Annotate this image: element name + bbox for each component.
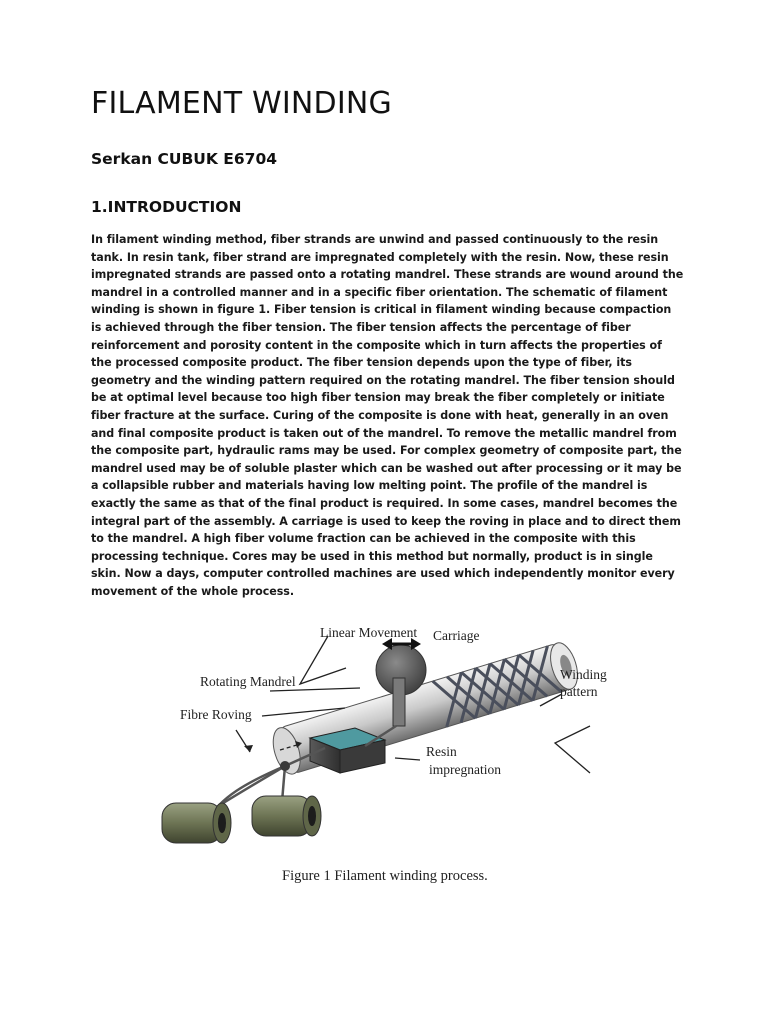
label-impregnation: impregnation [429,762,501,777]
spool-left [162,803,231,843]
author-line: Serkan CUBUK E6704 [91,150,278,168]
label-rotating-mandrel: Rotating Mandrel [200,674,296,689]
figure-caption: Figure 1 Filament winding process. [282,868,488,884]
filament-winding-illustration [150,598,630,898]
filament-winding-figure [150,598,630,898]
introduction-paragraph: In filament winding method, fiber strands are unwind and passed continuously to the resin tank. In resin tank, fiber strand are impregnated completely with the resin. Now, these resin impregnated strands are passed onto a rotating mandrel. These strands are wound around the mandrel in a controlled manner and in a specific fiber orientation. The schematic of filament winding is shown in figure 1. Fiber tension is critical in filament winding because compaction is achieved through the fiber tension. The fiber tension affects the percentage of fiber reinforcement and porosity content in the composite which in turn affects the properties of the processed composite product. The fiber tension depends upon the type of fiber, its geometry and the winding pattern required on the rotating mandrel. The fiber tension should be at optimal level because too high fiber tension may break the fiber completely or initiate fiber fracture at the surface. Curing of the composite is done with heat, generally in an oven and final composite product is taken out of the mandrel. To remove the metallic mandrel from the composite part, hydraulic rams may be used. For complex geometry of composite part, the mandrel used may be of soluble plaster which can be washed out after processing or it may be a collapsible rubber and materials having low melting point. The profile of the mandrel is exactly the same as that of the final product is required. In some cases, mandrel becomes the integral part of the assembly. A carriage is used to keep the roving in place and to direct them to the mandrel. A high fiber volume fraction can be achieved in the composite with this processing technique. Cores may be used in this method but normally, product is in single skin. Now a days, computer controlled machines are used which independently monitor every movement of the whole process. [91,233,684,598]
label-resin: Resin [426,744,457,759]
document-title: FILAMENT WINDING [91,86,392,121]
guide-eye [280,761,290,771]
label-linear-movement: Linear Movement [320,625,418,640]
label-fibre-roving: Fibre Roving [180,707,252,722]
section-heading-introduction: 1.INTRODUCTION [91,198,242,216]
label-winding: Winding [560,667,607,682]
label-carriage: Carriage [433,628,480,643]
spool-right [252,796,321,836]
label-pattern: pattern [560,684,598,699]
